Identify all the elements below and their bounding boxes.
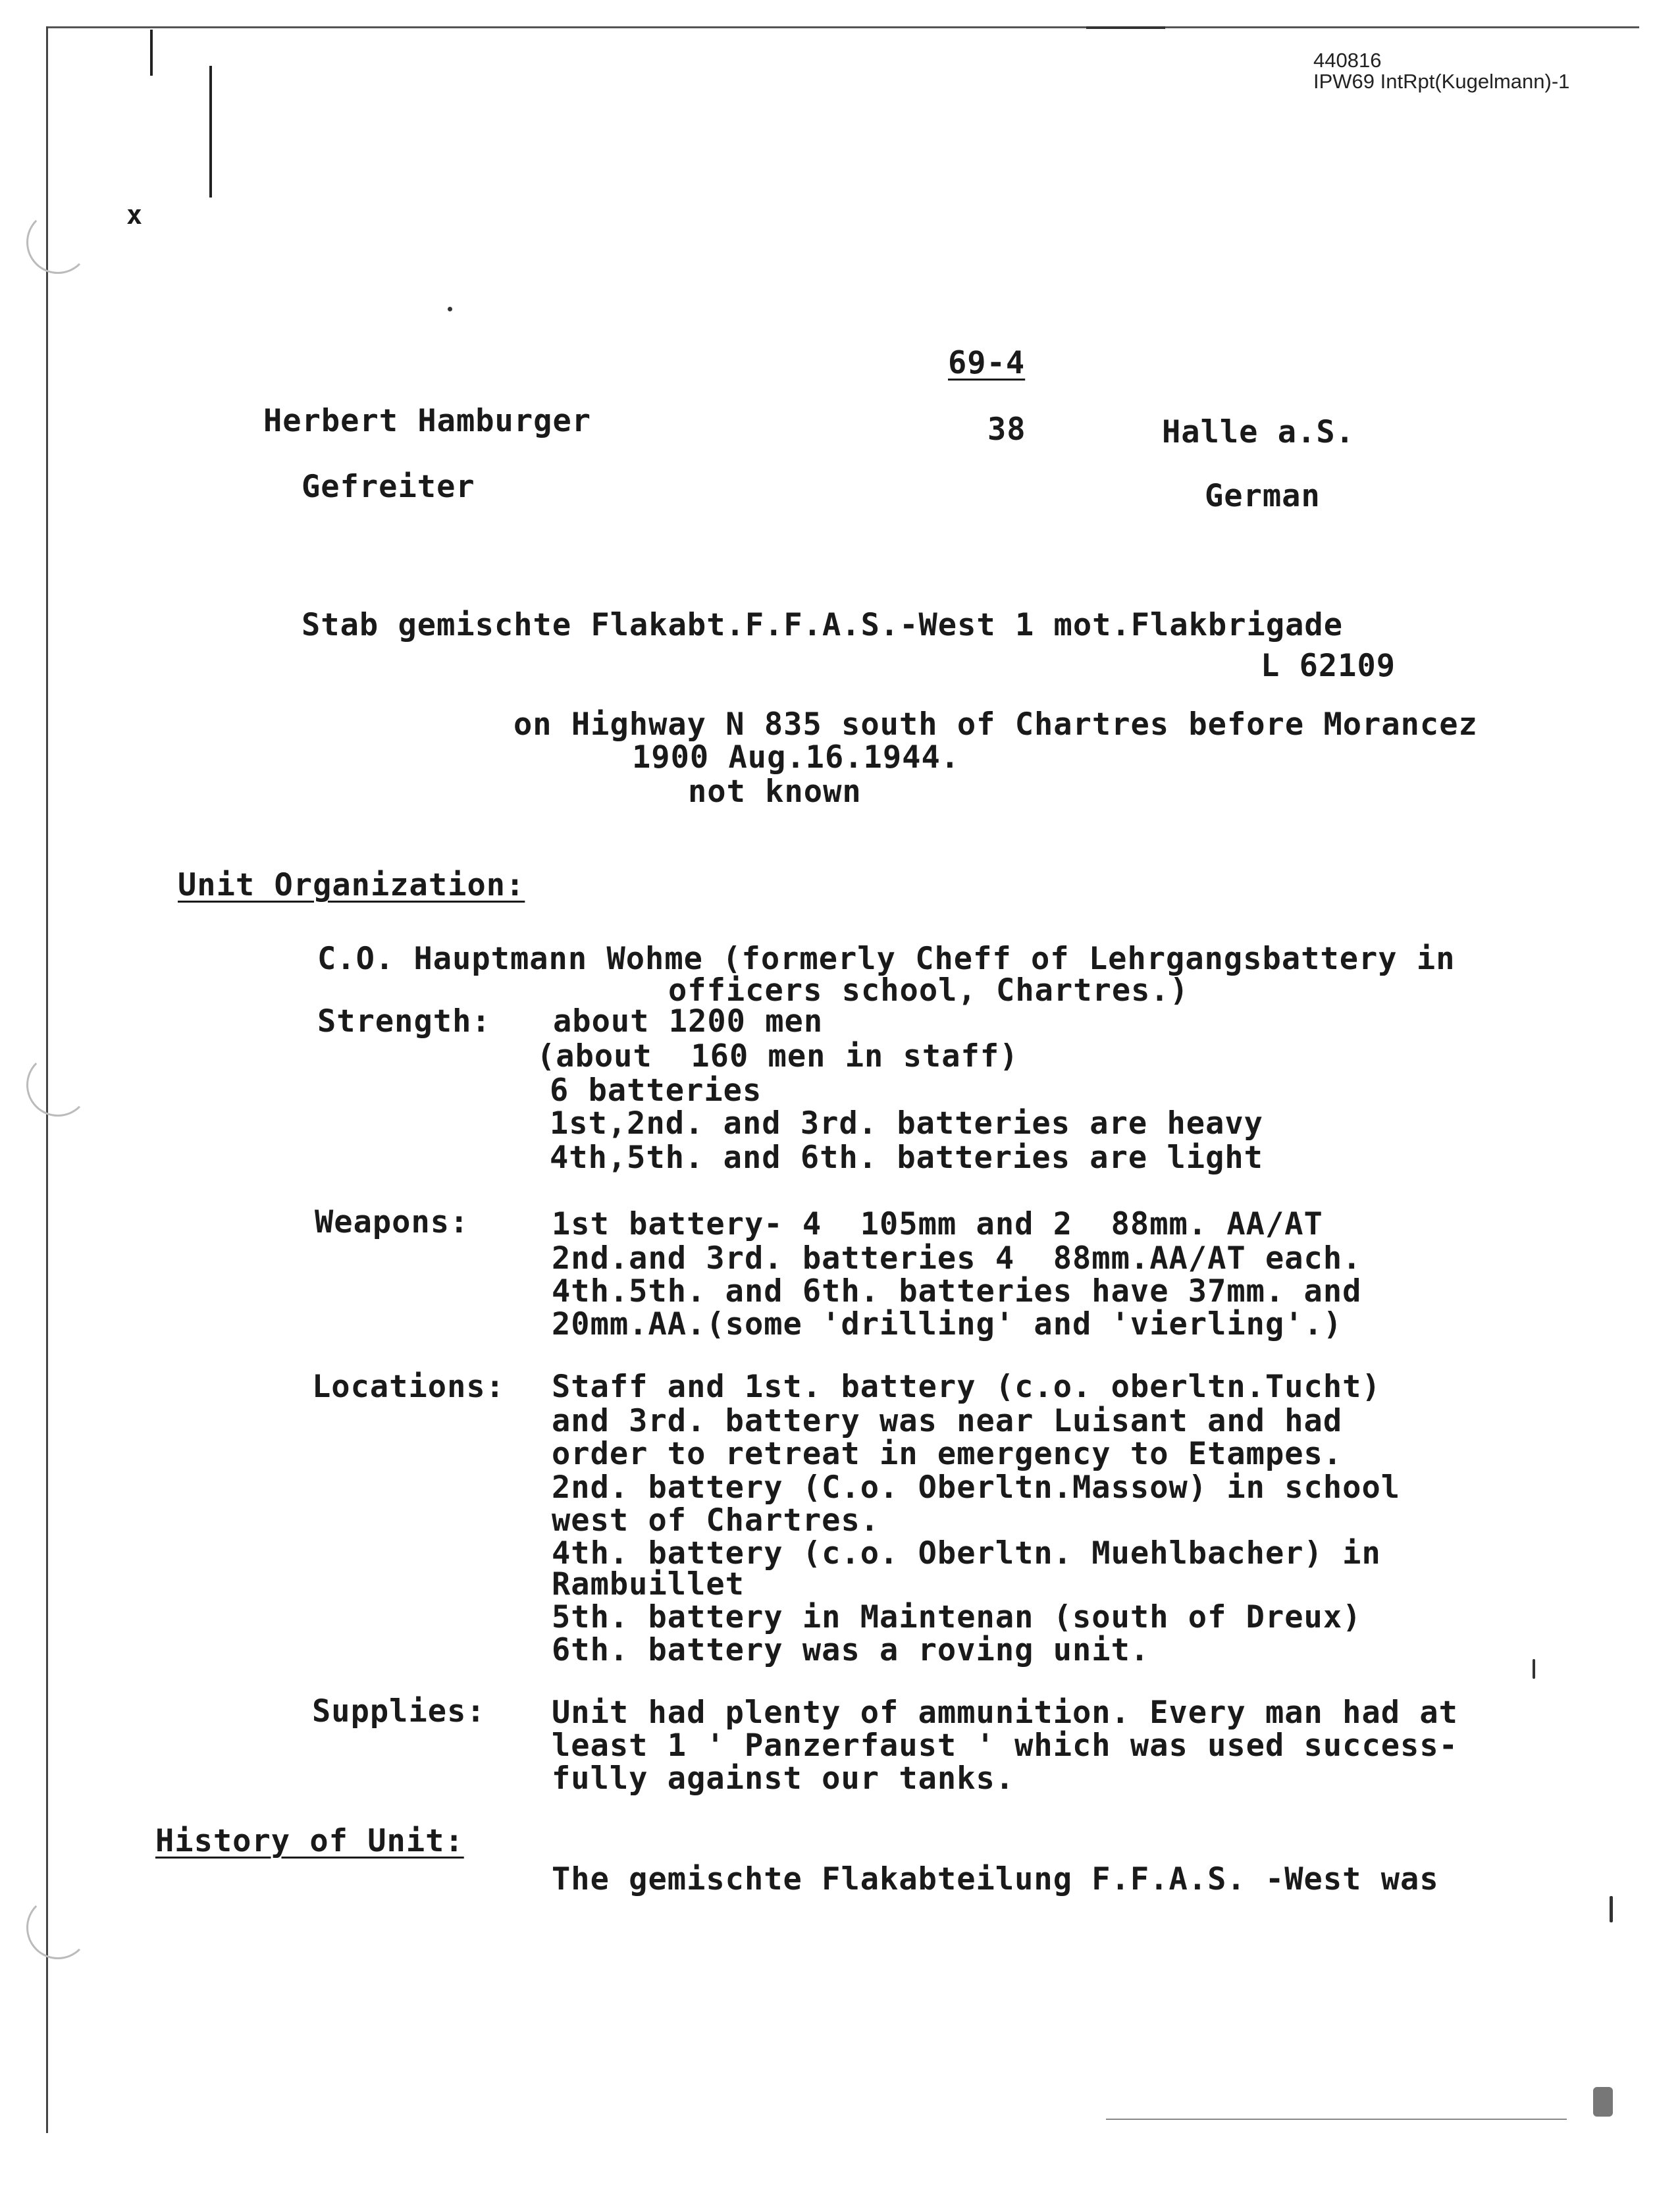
supplies-line: fully against our tanks. <box>552 1760 1015 1797</box>
scan-streak <box>1086 26 1165 29</box>
prisoner-birthplace: Halle a.S. <box>1162 414 1355 450</box>
supplies-label: Supplies: <box>312 1693 486 1729</box>
locations-line: 2nd. battery (C.o. Oberltn.Massow) in school <box>552 1469 1401 1506</box>
locations-line: Staff and 1st. battery (c.o. oberltn.Tucht) <box>552 1369 1381 1405</box>
locations-line: order to retreat in emergency to Etampes. <box>552 1436 1343 1472</box>
report-number: 69-4 <box>948 345 1026 381</box>
prisoner-age: 38 <box>987 411 1026 448</box>
unit-organization-heading: Unit Organization: <box>178 867 525 903</box>
locations-line: 4th. battery (c.o. Oberltn. Muehlbacher) in <box>552 1535 1381 1571</box>
unit-fieldpost: L 62109 <box>1261 648 1396 684</box>
weapons-line: 2nd.and 3rd. batteries 4 88mm.AA/AT each. <box>552 1240 1362 1277</box>
locations-line: and 3rd. battery was near Luisant and had <box>552 1403 1343 1439</box>
locations-line: 6th. battery was a roving unit. <box>552 1632 1150 1668</box>
scan-edge-line-bottom <box>1106 2119 1567 2120</box>
prisoner-name: Herbert Hamburger <box>263 403 592 439</box>
capture-place: on Highway N 835 south of Chartres before Morancez <box>513 706 1478 743</box>
scan-edge-line-top <box>46 26 1639 28</box>
staple-mark <box>209 66 212 198</box>
locations-line: 5th. battery in Maintenan (south of Dreux) <box>552 1599 1362 1635</box>
strength-line: 4th,5th. and 6th. batteries are light <box>550 1140 1263 1176</box>
locations-line: west of Chartres. <box>552 1502 880 1539</box>
punch-hole-3 <box>26 1896 90 1959</box>
strength-line: (about 160 men in staff) <box>537 1038 1019 1074</box>
scan-speck <box>448 307 452 311</box>
scan-speck-3 <box>1533 1659 1535 1679</box>
locations-label: Locations: <box>312 1369 505 1405</box>
locations-line: Rambuillet <box>552 1566 745 1602</box>
history-heading: History of Unit: <box>155 1823 464 1859</box>
punch-hole-2 <box>26 1053 90 1117</box>
prisoner-nationality: German <box>1205 478 1321 514</box>
scan-speck-4 <box>1593 2087 1613 2117</box>
strength-label: Strength: <box>317 1003 491 1040</box>
strength-line: about 1200 men <box>553 1003 824 1040</box>
punch-hole-1 <box>26 211 90 274</box>
supplies-line: Unit had plenty of ammunition. Every man had at <box>552 1695 1458 1731</box>
weapons-label: Weapons: <box>315 1204 469 1240</box>
weapons-line: 4th.5th. and 6th. batteries have 37mm. and <box>552 1273 1362 1309</box>
margin-x-mark: x <box>126 200 144 230</box>
capture-time: 1900 Aug.16.1944. <box>632 739 960 776</box>
capture-other: not known <box>688 774 862 810</box>
staple-mark-2 <box>150 30 153 76</box>
strength-line: 6 batteries <box>550 1072 762 1109</box>
co-line-2: officers school, Chartres.) <box>668 972 1190 1009</box>
strength-line: 1st,2nd. and 3rd. batteries are heavy <box>550 1105 1263 1142</box>
co-line-1: C.O. Hauptmann Wohme (formerly Cheff of Lehrgangsbattery in <box>317 941 1456 977</box>
prisoner-rank: Gefreiter <box>302 469 475 505</box>
history-line: The gemischte Flakabteilung F.F.A.S. -West was <box>552 1861 1439 1897</box>
scan-speck-2 <box>1610 1896 1613 1922</box>
weapons-line: 1st battery- 4 105mm and 2 88mm. AA/AT <box>552 1206 1323 1242</box>
supplies-line: least 1 ' Panzerfaust ' which was used success- <box>552 1728 1458 1764</box>
archive-ref-line2: IPW69 IntRpt(Kugelmann)-1 <box>1313 70 1570 93</box>
archive-ref-line1: 440816 <box>1313 49 1382 72</box>
weapons-line: 20mm.AA.(some 'drilling' and 'vierling'.) <box>552 1306 1343 1342</box>
unit-name: Stab gemischte Flakabt.F.F.A.S.-West 1 mot.Flakbrigade <box>302 607 1344 643</box>
